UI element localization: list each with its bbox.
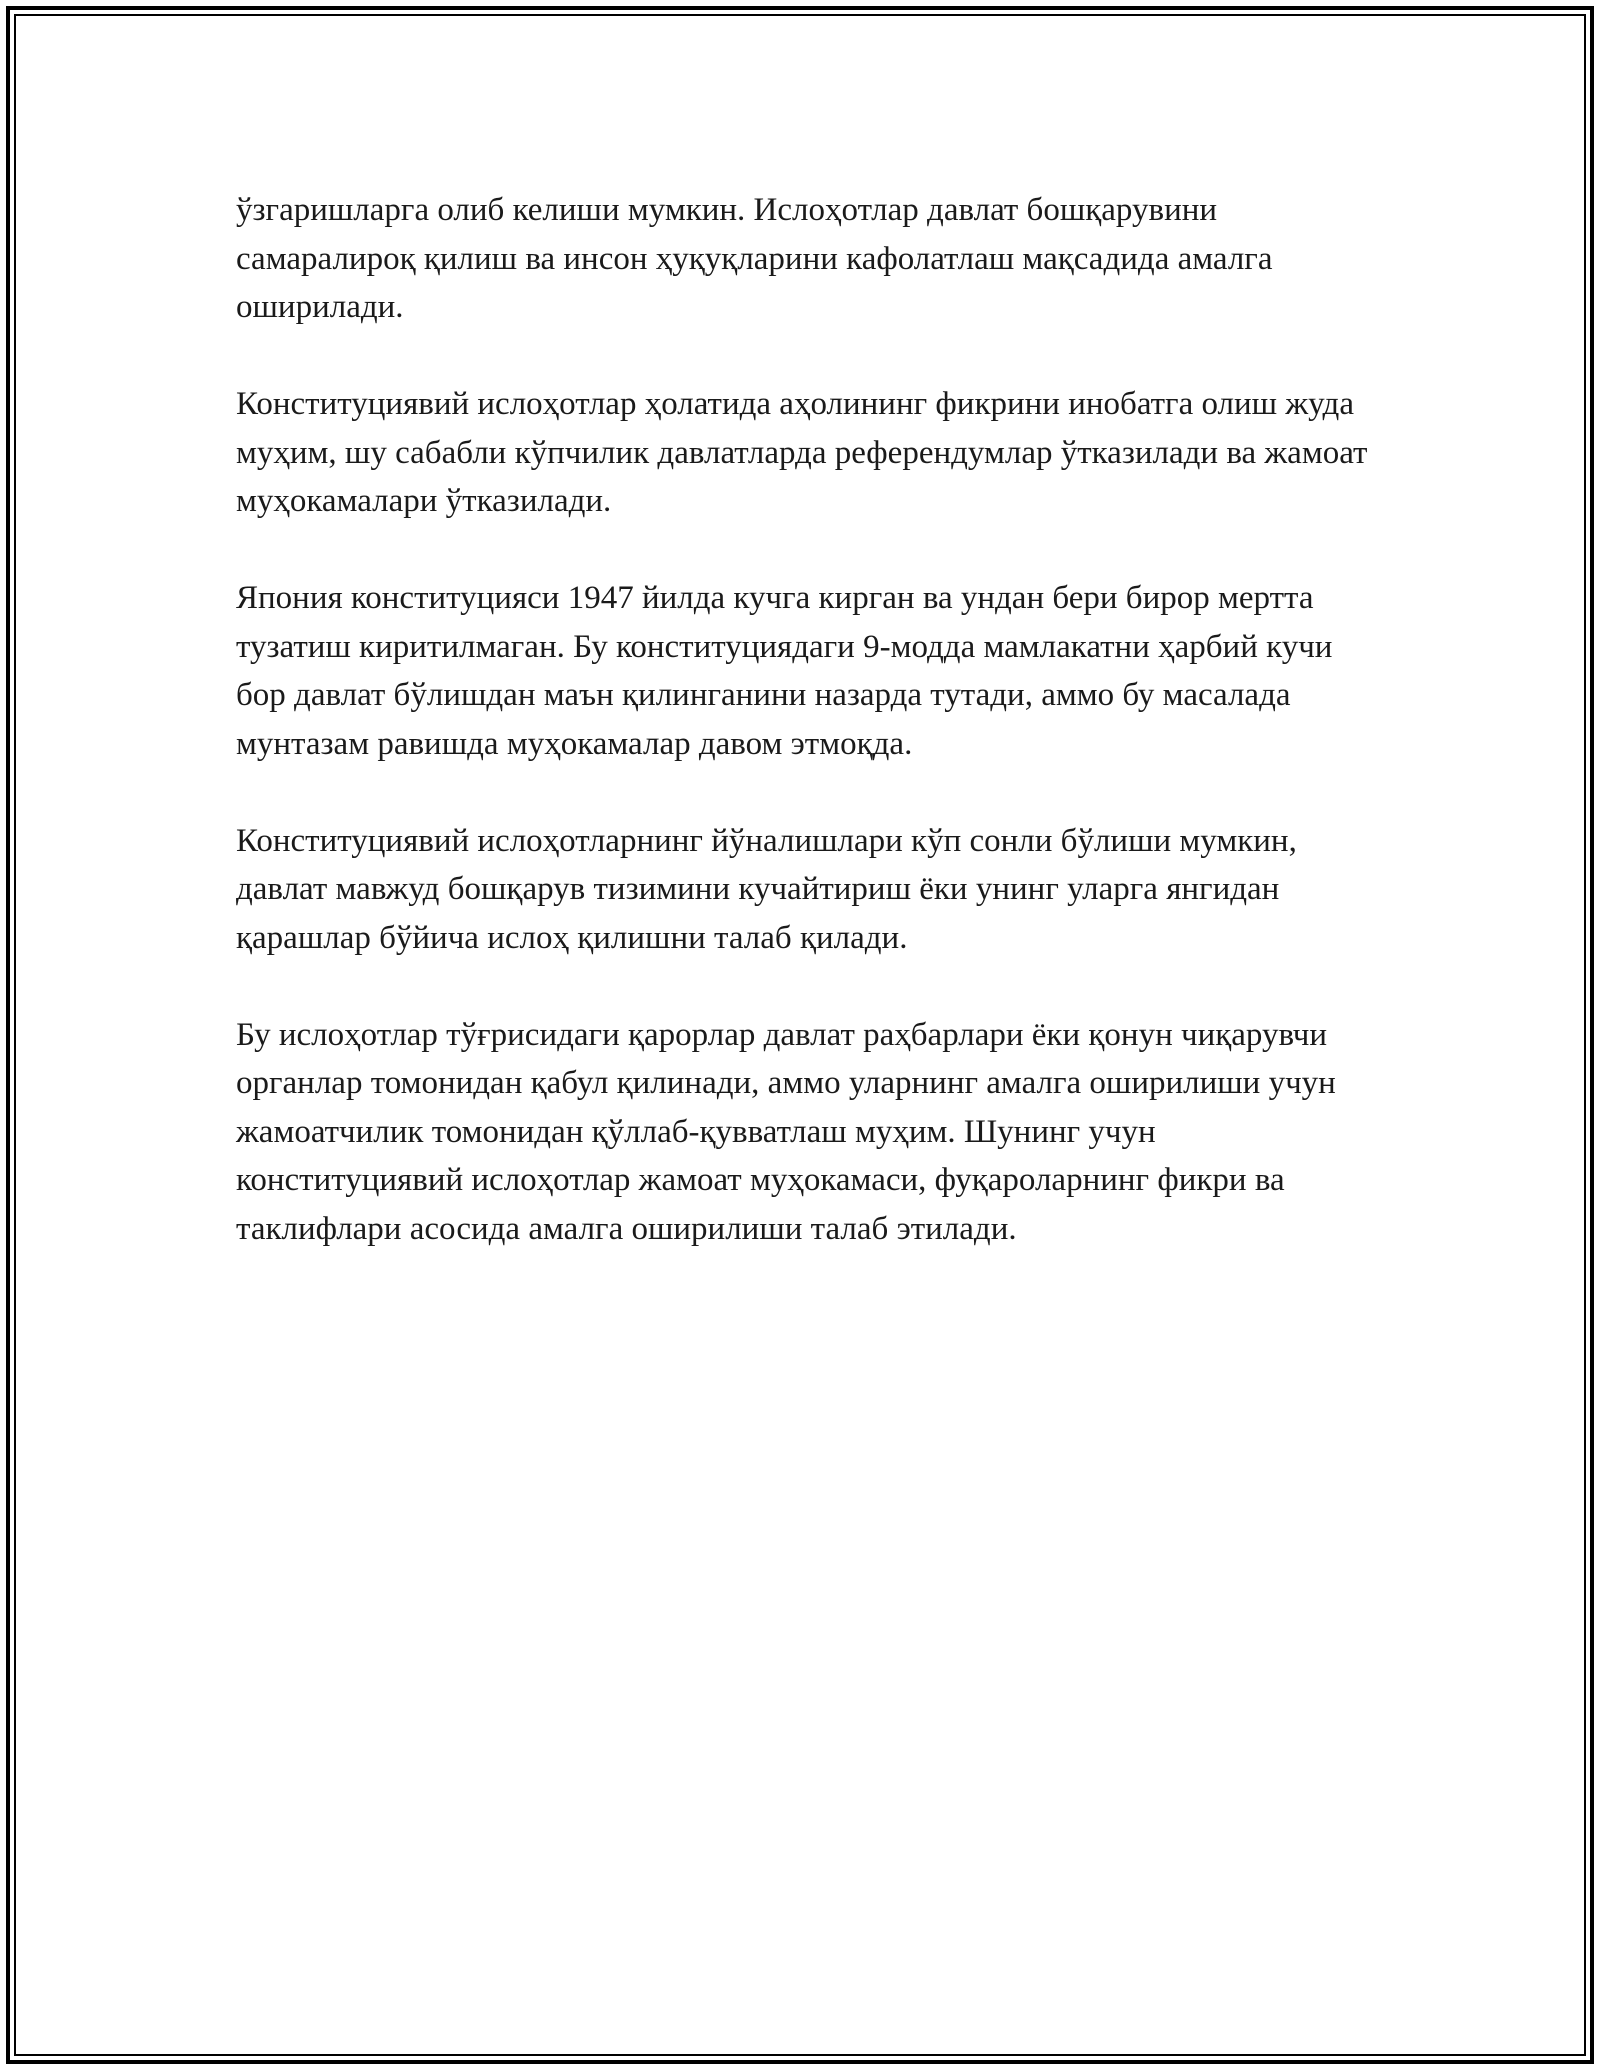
paragraph-5: Бу ислоҳотлар тўғрисидаги қарорлар давлат раҳбарлари ёки қонун чиқарувчи органлар томонидан қабул қилинади, аммо уларнинг амалга оширилиши учун жамоатчилик томонидан қўллаб-қувватлаш муҳим. Шунинг учун конституциявий ислоҳотлар жамоат муҳокамаси, фуқароларнинг фикри ва таклифлари асосида амалга оширилиши талаб этилади. xyxy=(236,1016,1336,1247)
paragraph-2: Конституциявий ислоҳотлар ҳолатида аҳолининг фикрини инобатга олиш жуда муҳим, шу сабабли кўпчилик давлатларда референдумлар ўтказилади ва жамоат муҳокамалари ўтказилади. xyxy=(236,386,1368,519)
paragraph-4: Конституциявий ислоҳотларнинг йўналишлари кўп сонли бўлиши мумкин, давлат мавжуд бошқарув тизимини кучайтириш ёки унинг уларга янгидан қарашлар бўйича ислоҳ қилишни талаб қилади. xyxy=(236,822,1297,956)
paragraph-1: ўзгаришларга олиб келиши мумкин. Ислоҳотлар давлат бошқарувини самаралироқ қилиш ва инсон ҳуқуқларини кафолатлаш мақсадида амалга оширилади. xyxy=(236,192,1273,325)
paragraph-3: Япония конституцияси 1947 йилда кучга кирган ва ундан бери бирор мертта тузатиш киритилмаган. Бу конституциядаги 9-модда мамлакатни ҳарбий кучи бор давлат бўлишдан маън қилинганини назарда тутади, аммо бу масалада мунтазам равишда муҳокамалар давом этмоқда. xyxy=(236,580,1333,762)
document-body xyxy=(236,186,1376,1302)
